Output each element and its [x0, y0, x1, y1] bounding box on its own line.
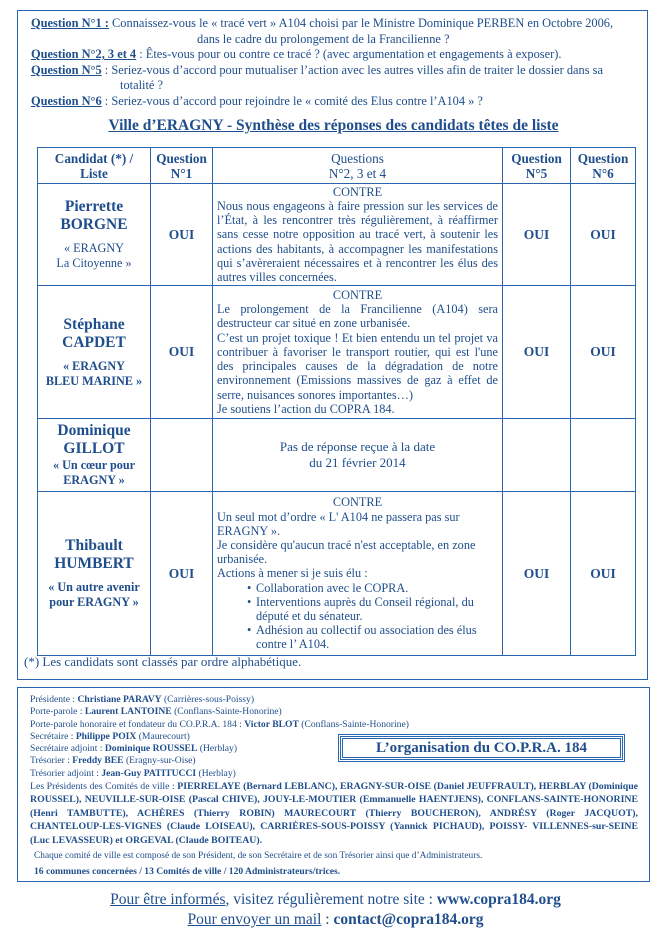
table-row	[38, 492, 636, 656]
action-item: • Interventions auprès du Conseil régional, du député et du sénateur.	[247, 595, 498, 623]
member-line: Trésorier : Freddy BEE (Eragny-sur-Oise)	[30, 755, 196, 767]
question-5-continuation: totalité ?	[120, 78, 164, 93]
candidate-cell	[38, 419, 151, 492]
question-5-label: Question N°5	[31, 62, 102, 77]
answer-q6: OUI	[571, 492, 636, 656]
response-text: Nous nous engageons à faire pression sur les services de l’État, à les rencontrer très régulièrement, à réaffirmer sans cesse notre opposition au tracé vert, à soutenir les actions des habitants, à accompagner les manifestations qui s’avèreraient nécessaires et à rencontrer les élus des autres villes concernées.	[217, 198, 498, 284]
answer-q234	[213, 184, 503, 286]
contact-footer	[0, 890, 671, 930]
response-text-3: Actions à mener si je suis élu :	[217, 566, 368, 581]
answer-q234	[213, 286, 503, 419]
synthesis-table	[37, 147, 636, 656]
candidate-list: « ERAGNY La Citoyenne »	[56, 241, 132, 270]
answer-q1: OUI	[151, 492, 213, 656]
info-link-label: Pour être informés	[110, 891, 226, 908]
website-line: Pour être informés, visitez régulièrement notre site : www.copra184.org	[110, 891, 561, 908]
synthesis-title: Ville d’ERAGNY - Synthèse des réponses des candidats têtes de liste	[108, 117, 559, 134]
candidate-name: Pierrette BORGNE	[60, 198, 128, 233]
city-presidents: Les Présidents des Comités de ville : PIERRELAYE (Bernard LEBLANC), ERAGNY-SUR-OISE (Daniel JEUFFRAULT), HERBLAY (Dominique ROUSSEL), NEUVILLE-SUR-OISE (Pascal CHIVE), JOUY-LE-MOUTIER (Emmanuelle HAENTJENS), CONFLANS-SAINTE-HONORINE (Henri TAMBUTTE), ACHÈRES (Thierry ROBIN) MAURECOURT (Thierry BOUCHERON), ANDRÉSY (Roger JACQUOT), CHANTELOUP-LES-VIGNES (Claude LOISEAU), CARRIÈRES-SOUS-POISSY (Yannick PICHAUD), POISSY- VILLENNES-sur-SEINE (Luc LEVASSEUR) et ORGEVAL (Claude BOITEAU).	[30, 781, 638, 846]
question-5-text: : Seriez-vous d’accord pour mutualiser l’action avec les autres villes afin de traiter le dossier dans sa	[101, 62, 603, 77]
answer-q6: OUI	[571, 286, 636, 419]
answer-q1: OUI	[151, 184, 213, 286]
response-text-3: Je soutiens l’action du COPRA 184.	[217, 401, 395, 416]
question-1-text: Connaissez-vous le « tracé vert » A104 choisi par le Ministre Dominique PERBEN en Octobre 2006,	[108, 16, 614, 30]
candidate-cell	[38, 286, 151, 419]
question-5	[31, 63, 641, 79]
table-row	[38, 184, 636, 286]
table-header-row	[38, 148, 636, 184]
committee-composition: Chaque comité de ville est composé de son Président, de son Secrétaire et de son Trésorier ainsi que d’Administrateurs.	[34, 851, 483, 861]
questionnaire-frame	[17, 10, 648, 680]
candidate-cell	[38, 492, 151, 656]
member-line: Porte-parole : Laurent LANTOINE (Conflans-Sainte-Honorine)	[30, 706, 282, 718]
member-line: Porte-parole honoraire et fondateur du CO.P.R.A. 184 : Victor BLOT (Conflans-Sainte-Honorine)	[30, 718, 409, 730]
answer-q5: OUI	[503, 184, 571, 286]
question-6-text: : Seriez-vous d’accord pour rejoindre le « comité des Elus contre l’A104 » ?	[101, 93, 483, 108]
candidate-cell	[38, 184, 151, 286]
header-q6: Question N°6	[571, 148, 636, 184]
questions-list	[31, 16, 641, 110]
candidate-name: Thibault HUMBERT	[54, 537, 134, 572]
answer-q5: OUI	[503, 286, 571, 419]
answer-q5	[503, 419, 571, 492]
question-234	[31, 47, 641, 63]
header-q1: Question N°1	[151, 148, 213, 184]
organisation-frame	[17, 687, 650, 882]
action-item: • Adhésion au collectif ou association des élus contre l’ A104.	[247, 623, 498, 651]
question-1-continuation: dans le cadre du prolongement de la Francilienne ?	[197, 31, 450, 46]
member-line: Secrétaire adjoint : Dominique ROUSSEL (Herblay)	[30, 743, 238, 755]
candidate-list: « ERAGNY BLEU MARINE »	[45, 358, 143, 388]
position-label: CONTRE	[332, 495, 383, 510]
position-label: CONTRE	[332, 288, 383, 303]
member-line: Trésorier adjoint : Jean-Guy PATITUCCI (Herblay)	[30, 767, 236, 779]
question-1-label: Question N°1 :	[31, 16, 109, 30]
footnote: (*) Les candidats sont classés par ordre alphabétique.	[24, 654, 302, 669]
answer-q1	[151, 419, 213, 492]
response-text-2: C’est un projet toxique ! Et bien entendu un tel projet va contribuer à favoriser le transport routier, qui est l'une des principales causes de la dégradation de notre environnement (Emissions massives de gaz à effet de serre, nuisances sonores importantes…)	[217, 330, 498, 402]
answer-q5: OUI	[503, 492, 571, 656]
candidate-name: Dominique GILLOT	[57, 422, 131, 457]
question-6	[31, 94, 641, 110]
organisation-title-box: L’organisation du CO.P.R.A. 184	[338, 734, 625, 762]
email-link[interactable]: contact@copra184.org	[333, 911, 484, 928]
response-text: Un seul mot d’ordre « L' A104 ne passera pas sur ERAGNY ».	[217, 509, 460, 538]
member-line: Présidente : Christiane PARAVY (Carrières-sous-Poissy)	[30, 694, 255, 705]
answer-q6	[571, 419, 636, 492]
email-line: Pour envoyer un mail : contact@copra184.org	[187, 911, 484, 928]
position-label: CONTRE	[332, 184, 383, 199]
question-6-label: Question N°6	[31, 93, 102, 108]
candidate-name: Stéphane CAPDET	[62, 315, 126, 351]
mail-link-label: Pour envoyer un mail	[187, 911, 322, 928]
response-text: Le prolongement de la Francilienne (A104) sera destructeur car situé en zone urbanisée.	[217, 302, 498, 331]
question-234-label: Question N°2, 3 et 4	[31, 47, 137, 62]
candidate-list: « Un autre avenir pour ERAGNY »	[48, 580, 140, 609]
answer-q234	[213, 492, 503, 656]
response-text-2: Je considère qu'aucun tracé n'est acceptable, en zone urbanisée.	[217, 537, 476, 567]
website-link[interactable]: www.copra184.org	[436, 891, 561, 908]
organisation-stats: 16 communes concernées / 13 Comités de ville / 120 Administrateurs/trices.	[34, 866, 341, 877]
answer-q1: OUI	[151, 286, 213, 419]
candidate-list: « Un cœur pour ERAGNY »	[52, 458, 136, 487]
answer-q6: OUI	[571, 184, 636, 286]
member-line: Secrétaire : Philippe POIX (Maurecourt)	[30, 730, 190, 742]
no-response: Pas de réponse reçue à la date du 21 février 2014	[213, 419, 503, 492]
question-1	[31, 16, 641, 32]
header-candidate: Candidat (*) / Liste	[38, 148, 151, 184]
header-q234: Questions N°2, 3 et 4	[213, 148, 503, 184]
table-row	[38, 286, 636, 419]
header-q5: Question N°5	[503, 148, 571, 184]
action-item: • Collaboration avec le COPRA.	[247, 581, 498, 595]
table-row	[38, 419, 636, 492]
question-234-text: : Êtes-vous pour ou contre ce tracé ? (avec argumentation et engagements à exposer).	[136, 47, 562, 62]
actions-list	[217, 581, 498, 652]
